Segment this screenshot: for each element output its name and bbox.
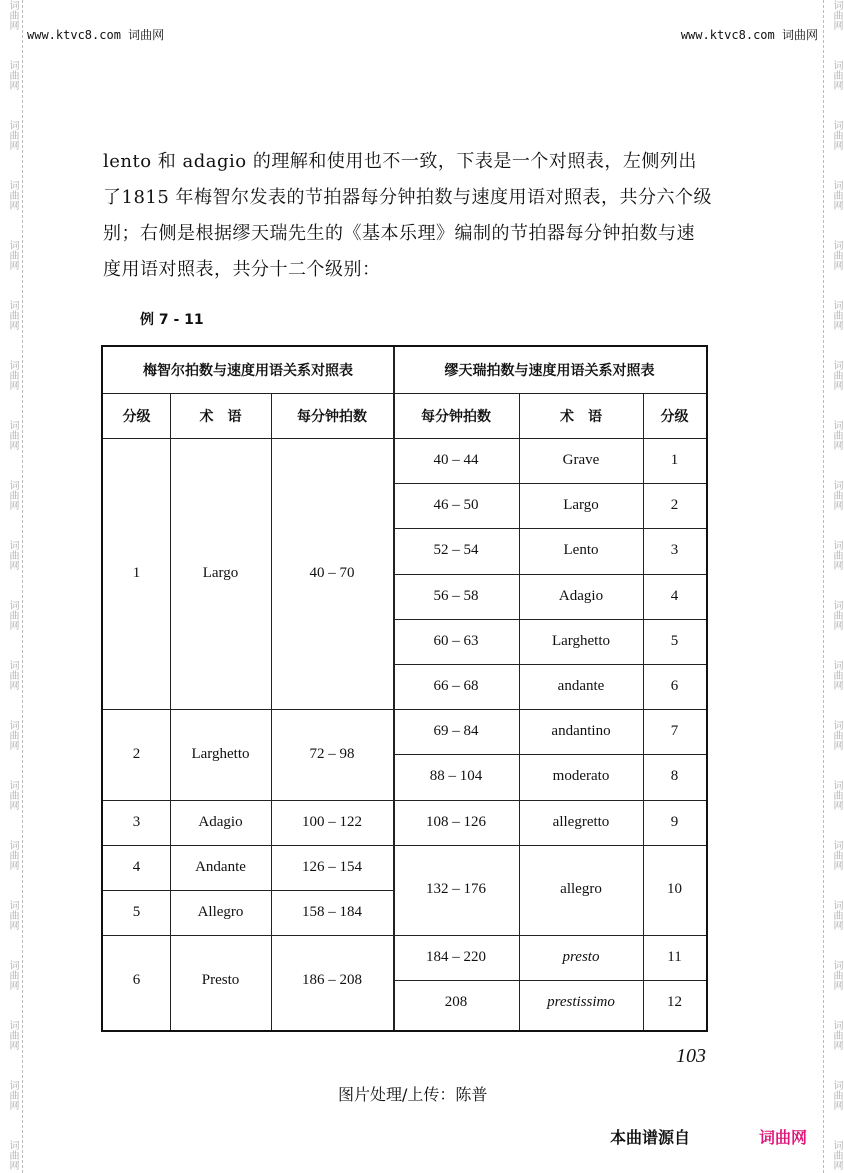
right-row-level: 11 xyxy=(667,949,682,966)
margin-watermark-text: 词曲网 xyxy=(7,180,18,210)
left-row-bpm: 158 – 184 xyxy=(302,904,362,921)
left-row-bpm: 72 – 98 xyxy=(309,745,355,762)
right-row-term: moderato xyxy=(552,768,610,785)
right-row-term: prestissimo xyxy=(547,994,615,1011)
margin-watermark-text: 词曲网 xyxy=(831,660,842,690)
right-row-term: andante xyxy=(557,678,605,695)
source-site-link[interactable]: 词曲网 xyxy=(759,1128,808,1147)
left-column-header: 分级 xyxy=(122,408,151,425)
margin-watermark-text: 词曲网 xyxy=(831,480,842,510)
example-label: 例 7 - 11 xyxy=(140,312,204,328)
margin-watermark-text: 词曲网 xyxy=(7,60,18,90)
margin-watermark-text: 词曲网 xyxy=(831,240,842,270)
right-row-term: presto xyxy=(562,949,600,966)
margin-watermark-text: 词曲网 xyxy=(831,60,842,90)
right-row-level: 6 xyxy=(670,678,679,695)
margin-watermark-text: 词曲网 xyxy=(831,720,842,750)
right-table-title: 缪天瑞拍数与速度用语关系对照表 xyxy=(444,363,655,379)
left-column-header: 每分钟拍数 xyxy=(297,408,367,425)
left-row-term: Larghetto xyxy=(191,745,250,762)
right-row-level: 12 xyxy=(667,994,682,1011)
site-url-right xyxy=(681,26,818,43)
margin-watermark-text: 词曲网 xyxy=(7,840,18,870)
margin-watermark-text: 词曲网 xyxy=(7,360,18,390)
right-row-term: allegro xyxy=(560,881,602,898)
margin-watermark-text: 词曲网 xyxy=(831,120,842,150)
margin-watermark-text: 词曲网 xyxy=(7,0,18,30)
right-row-bpm: 69 – 84 xyxy=(433,723,479,740)
right-row-level: 3 xyxy=(670,542,679,559)
margin-watermark-text: 词曲网 xyxy=(7,960,18,990)
right-row-bpm: 132 – 176 xyxy=(426,881,486,898)
right-row-bpm: 108 – 126 xyxy=(426,813,486,830)
left-row-bpm: 186 – 208 xyxy=(302,971,362,988)
left-row-bpm: 100 – 122 xyxy=(302,813,362,830)
margin-watermark-text: 词曲网 xyxy=(831,1080,842,1110)
right-row-term: Adagio xyxy=(558,587,604,604)
right-row-level: 4 xyxy=(670,587,679,604)
right-row-level: 2 xyxy=(670,497,679,514)
left-row-term: Adagio xyxy=(198,813,243,830)
margin-watermark-text: 词曲网 xyxy=(831,960,842,990)
right-margin-watermark xyxy=(823,0,844,1173)
margin-watermark-text: 词曲网 xyxy=(7,900,18,930)
margin-watermark-text: 词曲网 xyxy=(831,540,842,570)
right-row-bpm: 52 – 54 xyxy=(433,542,479,559)
right-row-level: 10 xyxy=(667,881,682,898)
left-row-level: 6 xyxy=(132,971,141,988)
right-row-bpm: 208 xyxy=(444,994,468,1011)
margin-watermark-text: 词曲网 xyxy=(831,0,842,30)
tempo-comparison-table xyxy=(101,345,708,1032)
right-row-level: 7 xyxy=(670,723,679,740)
left-row-bpm: 126 – 154 xyxy=(302,858,362,875)
left-row-level: 2 xyxy=(132,745,141,762)
right-row-term: Largo xyxy=(563,497,599,514)
margin-watermark-text: 词曲网 xyxy=(7,540,18,570)
right-row-bpm: 184 – 220 xyxy=(426,949,486,966)
page-number: 103 xyxy=(676,1045,706,1067)
upload-credit: 图片处理/上传：陈普 xyxy=(338,1085,488,1104)
margin-watermark-text: 词曲网 xyxy=(831,780,842,810)
margin-watermark-text: 词曲网 xyxy=(7,720,18,750)
margin-watermark-text: 词曲网 xyxy=(831,1140,842,1170)
margin-watermark-text: 词曲网 xyxy=(7,600,18,630)
site-name: 词曲网 xyxy=(128,28,165,42)
right-row-bpm: 46 – 50 xyxy=(433,497,479,514)
left-row-level: 5 xyxy=(132,904,141,921)
margin-watermark-text: 词曲网 xyxy=(7,1140,18,1170)
left-row-term: Allegro xyxy=(197,904,244,921)
right-column-header: 术 语 xyxy=(560,408,602,425)
right-row-level: 5 xyxy=(670,632,679,649)
right-row-term: Lento xyxy=(563,542,599,559)
right-row-bpm: 56 – 58 xyxy=(433,587,479,604)
right-row-bpm: 60 – 63 xyxy=(433,632,479,649)
right-row-term: Grave xyxy=(562,452,600,469)
margin-watermark-text: 词曲网 xyxy=(831,360,842,390)
margin-watermark-text: 词曲网 xyxy=(7,780,18,810)
left-row-level: 1 xyxy=(132,565,141,582)
margin-watermark-text: 词曲网 xyxy=(7,240,18,270)
right-row-term: allegretto xyxy=(552,813,610,830)
margin-watermark-text: 词曲网 xyxy=(7,420,18,450)
left-row-level: 3 xyxy=(132,813,141,830)
margin-watermark-text: 词曲网 xyxy=(7,480,18,510)
margin-watermark-text: 词曲网 xyxy=(831,840,842,870)
left-row-term: Largo xyxy=(202,565,239,582)
right-row-bpm: 66 – 68 xyxy=(433,678,479,695)
margin-watermark-text: 词曲网 xyxy=(831,1020,842,1050)
left-row-term: Andante xyxy=(195,858,246,875)
margin-watermark-text: 词曲网 xyxy=(831,180,842,210)
left-row-level: 4 xyxy=(132,858,141,875)
margin-watermark-text: 词曲网 xyxy=(7,1020,18,1050)
right-row-term: Larghetto xyxy=(551,632,611,649)
left-row-term: Presto xyxy=(201,971,240,988)
right-row-bpm: 88 – 104 xyxy=(429,768,483,785)
margin-watermark-text: 词曲网 xyxy=(7,300,18,330)
site-url-left xyxy=(27,26,164,43)
left-margin-watermark xyxy=(0,0,23,1173)
left-row-bpm: 40 – 70 xyxy=(309,565,355,582)
right-row-level: 8 xyxy=(670,768,679,785)
right-column-header: 每分钟拍数 xyxy=(421,408,491,425)
margin-watermark-text: 词曲网 xyxy=(7,1080,18,1110)
right-row-bpm: 40 – 44 xyxy=(433,452,479,469)
margin-watermark-text: 词曲网 xyxy=(831,300,842,330)
left-table-title: 梅智尔拍数与速度用语关系对照表 xyxy=(143,363,353,379)
right-row-level: 1 xyxy=(670,452,679,469)
margin-watermark-text: 词曲网 xyxy=(831,420,842,450)
body-paragraph: lento 和 adagio 的理解和使用也不一致，下表是一个对照表，左侧列出了1815 年梅智尔发表的节拍器每分钟拍数与速度用语对照表，共分六个级别；右侧是根据缪天瑞先生的《基本乐理》编制的节拍器每分钟拍数与速度用语对照表，共分十二个级别： xyxy=(103,151,713,280)
site-url: www.ktvc8.com xyxy=(27,28,121,42)
margin-watermark-text: 词曲网 xyxy=(7,120,18,150)
right-column-header: 分级 xyxy=(660,408,689,425)
source-label: 本曲谱源自 xyxy=(610,1128,691,1147)
site-url: www.ktvc8.com xyxy=(680,28,775,42)
site-name: 词曲网 xyxy=(781,28,818,42)
right-row-level: 9 xyxy=(670,813,679,830)
margin-watermark-text: 词曲网 xyxy=(831,900,842,930)
margin-watermark-text: 词曲网 xyxy=(7,660,18,690)
right-row-term: andantino xyxy=(551,723,611,740)
margin-watermark-text: 词曲网 xyxy=(831,600,842,630)
left-column-header: 术 语 xyxy=(199,408,242,425)
